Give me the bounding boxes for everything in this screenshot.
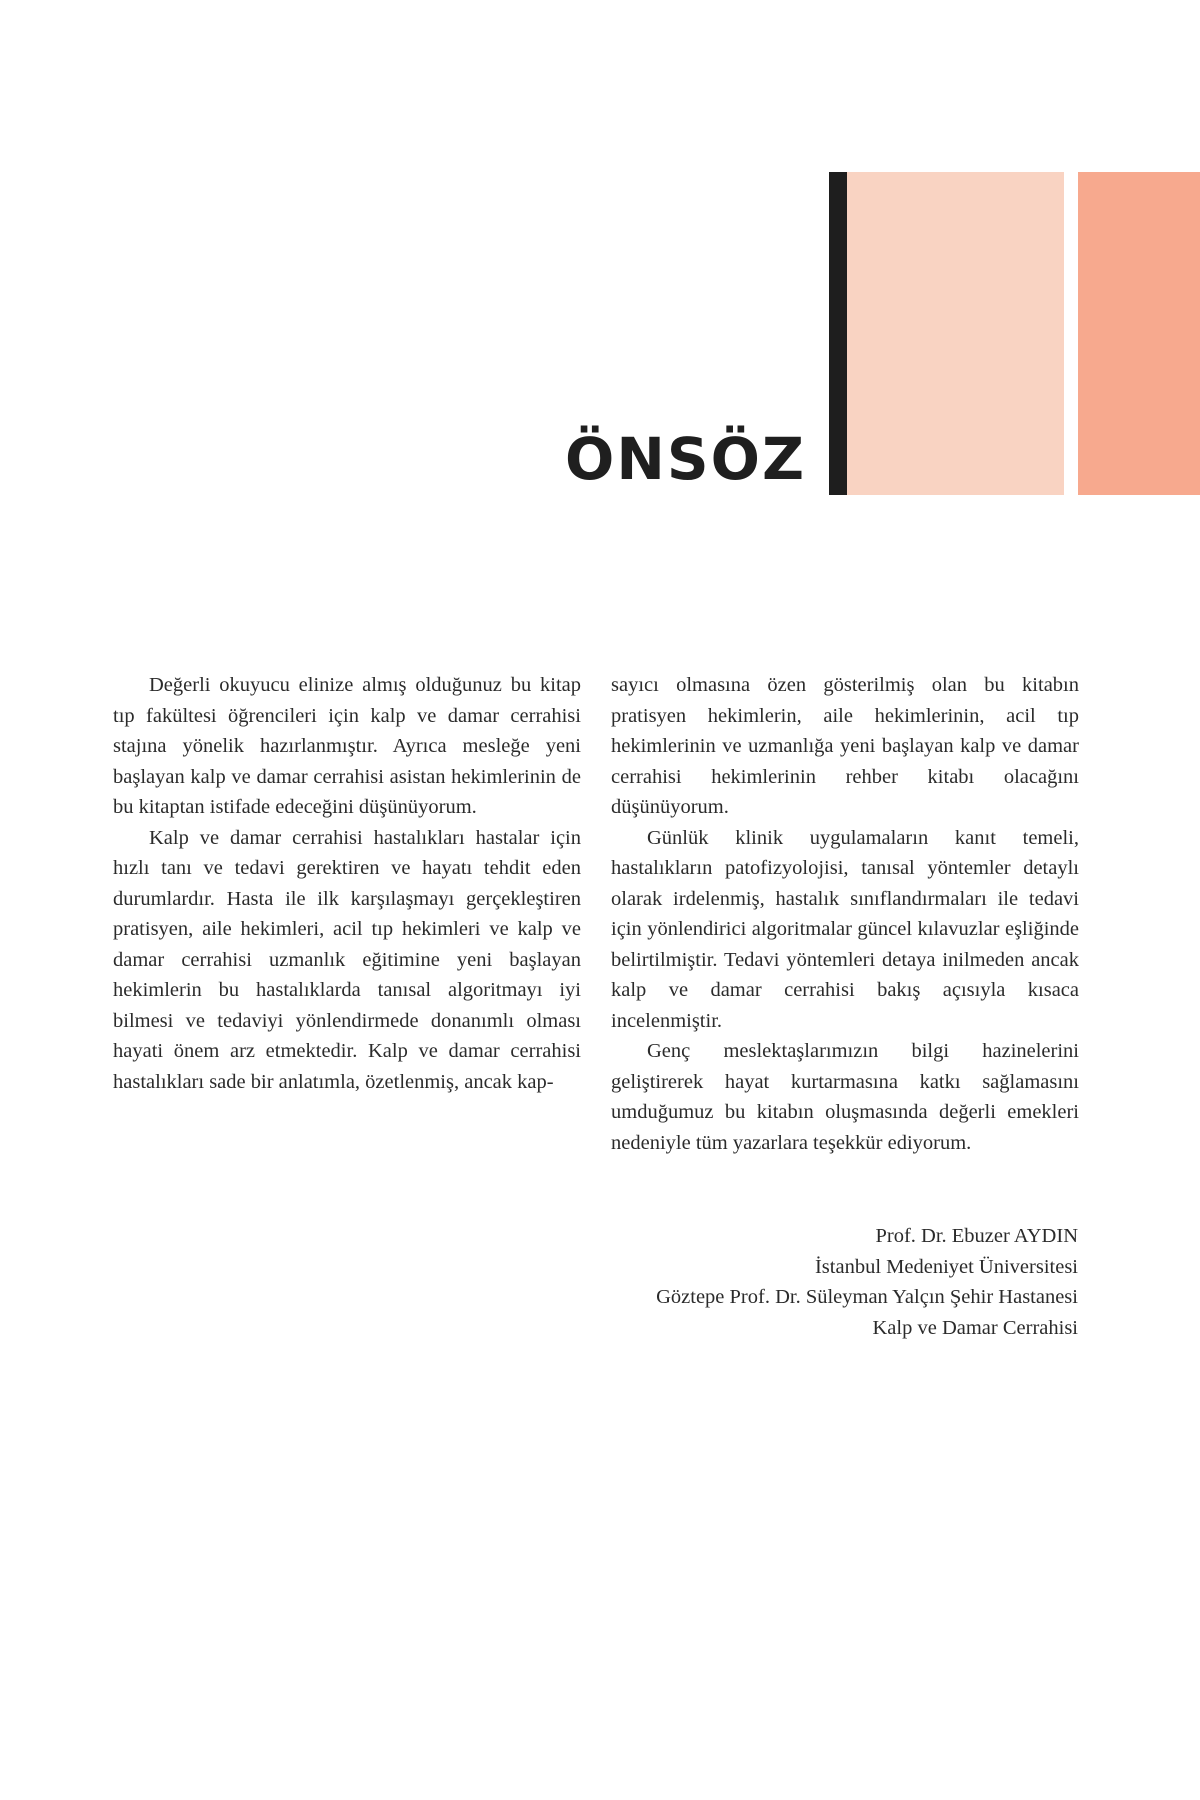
paragraph-continuation: sayıcı olmasına özen gösterilmiş olan bu kitabın pratisyen hekimlerin, aile hekimlerinin, acil tıp hekimlerinin ve uzmanlığa yeni başlayan kalp ve damar cerrahisi hekimlerinin rehber kitabı olacağını düşünüyorum. <box>611 674 1079 818</box>
author-hospital: Göztepe Prof. Dr. Süleyman Yalçın Şehir Hastanesi <box>656 1286 1078 1308</box>
author-signature <box>656 1221 1078 1343</box>
paragraph: Günlük klinik uygulamaların kanıt temeli, hastalıkların patofizyolojisi, tanısal yöntemler detaylı olarak irdelenmiş, hastalık sınıflandırmaları ile tedavi için yönlendirici algoritmalar güncel kılavuzlar eşliğinde belirtilmiştir. Tedavi yöntemleri detaya inilmeden ancak kalp ve damar cerrahisi bakış açısıyla kısaca incelenmiştir. <box>611 826 1079 1032</box>
author-affiliation: İstanbul Medeniyet Üniversitesi <box>814 1255 1078 1278</box>
paragraph: Değerli okuyucu elinize almış olduğunuz bu kitap tıp fakültesi öğrencileri için kalp ve damar cerrahisi stajına yönelik hazırlanmıştır. Ayrıca mesleğe yeni başlayan kalp ve damar cerrahisi asistan hekimlerinin de bu kitaptan istifade edeceğini düşünüyorum. <box>113 674 581 818</box>
paragraph: Genç meslektaşlarımızın bilgi hazinelerini geliştirerek hayat kurtarmasına katkı sağlamasını umduğumuz bu kitabın oluşmasında değerli emekleri nedeniyle tüm yazarlara teşekkür ediyorum. <box>611 1040 1079 1154</box>
author-name: Prof. Dr. Ebuzer AYDIN <box>875 1225 1078 1247</box>
header-light-block <box>847 172 1064 495</box>
left-text-column <box>113 670 581 1097</box>
page-title: ÖNSÖZ <box>565 425 806 493</box>
header-dark-bar <box>829 172 847 495</box>
right-text-column <box>611 670 1079 1158</box>
author-department: Kalp ve Damar Cerrahisi <box>872 1316 1078 1339</box>
paragraph: Kalp ve damar cerrahisi hastalıkları hastalar için hızlı tanı ve tedavi gerektiren ve hayatı tehdit eden durumlardır. Hasta ile ilk karşılaşmayı gerçekleştiren pratisyen, aile hekimleri, acil tıp hekimleri ve kalp ve damar cerrahisi uzmanlık eğitimine yeni başlayan hekimlerin bu hastalıklarda tanısal algoritmayı iyi bilmesi ve tedaviyi yönlendirmede donanımlı olması hayati önem arz etmektedir. Kalp ve damar cerrahisi hastalıkları sade bir anlatımla, özetlenmiş, ancak kap- <box>113 826 581 1093</box>
header-accent-block <box>1078 172 1200 495</box>
